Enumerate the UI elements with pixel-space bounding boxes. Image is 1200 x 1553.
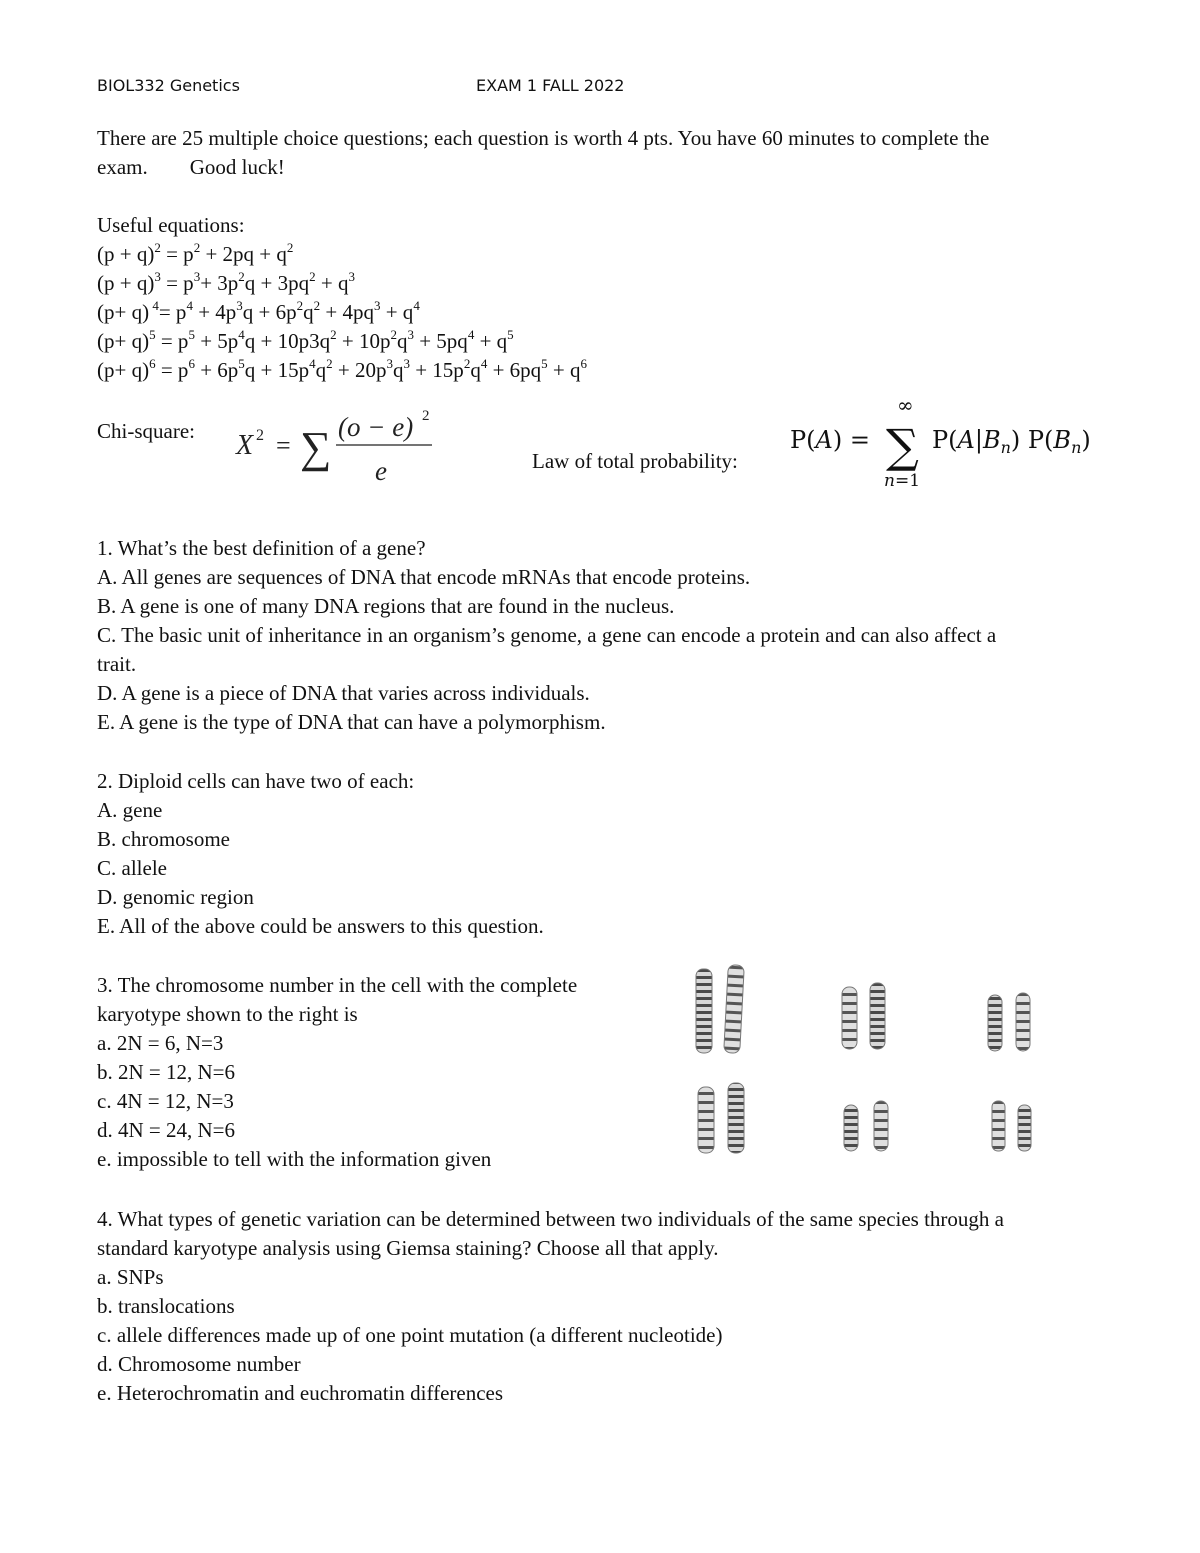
- binomial-fourth: (p+ q) $^4= p^4 + 4p^3q + 6p^2q^2 + 4pq^3 + q^4$: [97, 298, 420, 324]
- question-2-option-b: B. chromosome: [97, 827, 230, 851]
- svg-text:(o − e): (o − e): [338, 412, 414, 442]
- svg-text:2: 2: [422, 408, 430, 424]
- question-2-stem: 2. Diploid cells can have two of each:: [97, 769, 415, 793]
- question-2-option-e: E. All of the above could be answers to this question.: [97, 914, 544, 938]
- question-4-option-e: e. Heterochromatin and euchromatin differences: [97, 1381, 504, 1405]
- total-probability-label: Law of total probability:: [532, 449, 738, 473]
- chromosome-pair-5: [844, 1101, 888, 1151]
- equations-heading: Useful equations:: [97, 213, 245, 237]
- karyotype-image: [680, 955, 1050, 1165]
- question-3-option-a: a. 2N = 6, N=3: [97, 1031, 224, 1055]
- svg-text:n=1: n=1: [884, 471, 921, 491]
- svg-text:e: e: [375, 456, 387, 486]
- question-3-option-d: d. 4N = 24, N=6: [97, 1118, 236, 1142]
- chromosome-pair-3: [988, 993, 1030, 1051]
- total-probability-formula: [786, 386, 1116, 496]
- question-3-option-e: e. impossible to tell with the information given: [97, 1147, 492, 1171]
- chromosome-pair-1: [696, 965, 744, 1054]
- useful-equations: [97, 211, 587, 385]
- svg-text:2: 2: [256, 427, 264, 444]
- chromosome-pair-6: [992, 1101, 1031, 1151]
- question-1-option-e: E. A gene is the type of DNA that can have a polymorphism.: [97, 710, 606, 734]
- binomial-square: $(p + q)^2 = p^2 + 2pq + q^2$: [97, 240, 294, 266]
- chi-square-formula: [232, 398, 442, 490]
- instructions-line-2: [97, 153, 989, 182]
- question-1-option-b: B. A gene is one of many DNA regions that are found in the nucleus.: [97, 594, 675, 618]
- svg-text:∑: ∑: [300, 423, 332, 472]
- question-1: [97, 534, 996, 737]
- course-title: BIOL332 Genetics: [97, 76, 240, 95]
- svg-text:P(A|Bn) P(Bn): $P(A|B_n)$ $P(B_n)$: [932, 426, 1091, 457]
- question-1-option-d: D. A gene is a piece of DNA that varies across individuals.: [97, 681, 590, 705]
- question-3-option-c: c. 4N = 12, N=3: [97, 1089, 234, 1113]
- instructions-exam-word: exam.: [97, 155, 148, 179]
- question-1-stem: 1. What’s the best definition of a gene?: [97, 536, 426, 560]
- chromosome-pair-4: [698, 1083, 744, 1153]
- question-1-option-c-cont: trait.: [97, 652, 137, 676]
- good-luck-text: Good luck!: [189, 155, 285, 179]
- binomial-fifth: $(p+ q)^5 = p^5 + 5p^4q + 10p3q^2 + 10p^2q^3 + 5pq^4 + q^5$: [97, 327, 514, 353]
- question-3-option-b: b. 2N = 12, N=6: [97, 1060, 236, 1084]
- svg-text:X: X: [236, 430, 254, 461]
- question-3-stem-line-1: 3. The chromosome number in the cell with the complete: [97, 973, 578, 997]
- question-2-option-c: C. allele: [97, 856, 167, 880]
- question-4-stem-line-2: standard karyotype analysis using Giemsa staining? Choose all that apply.: [97, 1236, 719, 1260]
- question-3: [97, 971, 577, 1174]
- instructions-line-1: There are 25 multiple choice questions; each question is worth 4 pts. You have 60 minutes to complete the: [97, 126, 990, 150]
- svg-text:=: =: [276, 431, 291, 460]
- question-4-option-d: d. Chromosome number: [97, 1352, 301, 1376]
- binomial-sixth: $(p+ q)^6 = p^6 + 6p^5q + 15p^4q^2 + 20p^3q^3 + 15p^2q^4 + 6pq^5 + q^6$: [97, 356, 587, 382]
- question-1-option-c: C. The basic unit of inheritance in an organism’s genome, a gene can encode a protein and can also affect a: [97, 623, 997, 647]
- exam-title: EXAM 1 FALL 2022: [476, 76, 625, 95]
- question-1-option-a: A. All genes are sequences of DNA that encode mRNAs that encode proteins.: [97, 565, 751, 589]
- question-2: [97, 767, 544, 941]
- chi-square-label: Chi-square:: [97, 419, 195, 443]
- question-4-option-c: c. allele differences made up of one point mutation (a different nucleotide): [97, 1323, 723, 1347]
- question-2-option-a: A. gene: [97, 798, 163, 822]
- question-4-option-b: b. translocations: [97, 1294, 235, 1318]
- binomial-cube: $(p + q)^3 = p^3+ 3p^2q + 3pq^2 + q^3$: [97, 269, 355, 295]
- question-4-option-a: a. SNPs: [97, 1265, 164, 1289]
- question-3-stem-line-2: karyotype shown to the right is: [97, 1002, 358, 1026]
- question-2-option-d: D. genomic region: [97, 885, 254, 909]
- svg-text:P(A) =: P(A) =: [790, 426, 870, 454]
- svg-text:∞: ∞: [897, 393, 914, 417]
- question-4: [97, 1205, 1004, 1408]
- instructions: [97, 124, 989, 182]
- question-4-stem-line-1: 4. What types of genetic variation can be determined between two individuals of the same species through a: [97, 1207, 1004, 1231]
- svg-text:∑: ∑: [886, 419, 919, 473]
- chromosome-pair-2: [842, 983, 885, 1049]
